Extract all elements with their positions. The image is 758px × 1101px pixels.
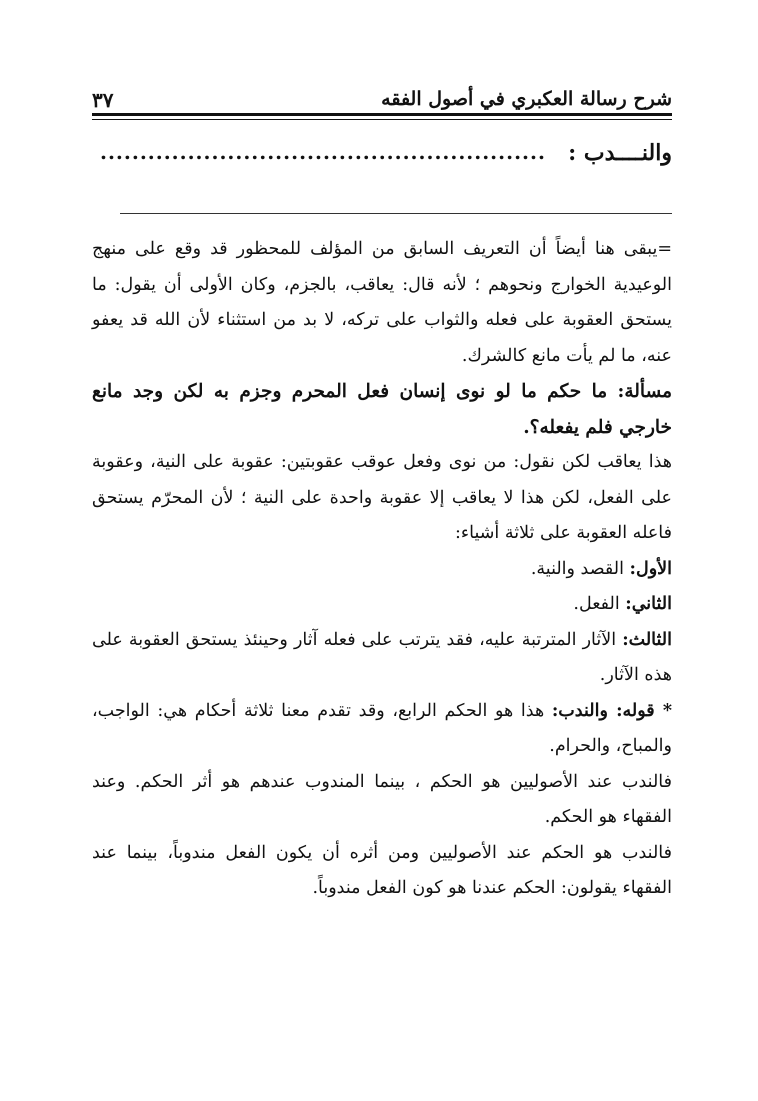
paragraph-8: فالندب عند الأصوليين هو الحكم ، بينما المندوب عندهم هو أثر الحكم. وعند الفقهاء هو الحكم. [92,771,672,827]
list-label-first: الأول: [629,558,672,579]
list-text-third: الآثار المترتبة عليه، فقد يترتب على فعله آثار وحينئذ يستحق العقوبة على هذه الآثار. [92,629,672,685]
list-item-first [92,552,672,588]
paragraph-3: هذا يعاقب لكن نقول: من نوى وفعل عوقب عقوبتين: عقوبة على النية، وعقوبة على الفعل، لكن هذا لا يعاقب إلا عقوبة واحدة على النية ؛ لأن المحرّم يستحق فاعله العقوبة على ثلاثة أشياء: [92,452,672,543]
list-label-second: الثاني: [625,594,672,614]
question-heading: مسألة: ما حكم ما لو نوى إنسان فعل المحرم وجزم به لكن وجد مانع خارجي فلم يفعله؟. [92,381,672,438]
header-rule-thin [92,119,672,120]
paragraph-9: فالندب هو الحكم عند الأصوليين ومن أثره أن يكون الفعل مندوباً، بينما عند الفقهاء يقولون: الحكم عندنا هو كون الفعل مندوباً. [92,842,672,898]
running-title: شرح رسالة العكبري في أصول الفقه [381,88,672,110]
list-label-third: الثالث: [622,629,672,650]
quote-text: هذا هو الحكم الرابع، وقد تقدم معنا ثلاثة أحكام هي: الواجب، والمباح، والحرام. [92,700,672,756]
commentary-body [92,232,672,907]
matn-line: والنــــدب : [568,140,672,166]
quote-label: * قوله: والندب: [551,700,672,721]
list-item-third [92,623,672,694]
matn-dots: ........................................................ [100,140,546,164]
header-rule-thick [92,113,672,116]
list-text-first: القصد والنية. [530,558,630,579]
list-text-second: الفعل. [573,594,626,614]
list-item-second [92,587,672,623]
quote-paragraph [92,694,672,765]
footnote-rule [120,213,672,214]
paragraph-1: =يبقى هنا أيضاً أن التعريف السابق من المؤلف للمحظور قد وقع على منهج الوعيدية الخوارج ونحوهم ؛ لأنه قال: يعاقب، بالجزم، وكان الأولى أن يقول: ما يستحق العقوبة على فعله والثواب على تركه، لا بد من استثناء لأن الله قد يعفو عنه، ما لم يأت مانع كالشرك. [92,239,672,366]
page-number: ٣٧ [92,88,114,112]
